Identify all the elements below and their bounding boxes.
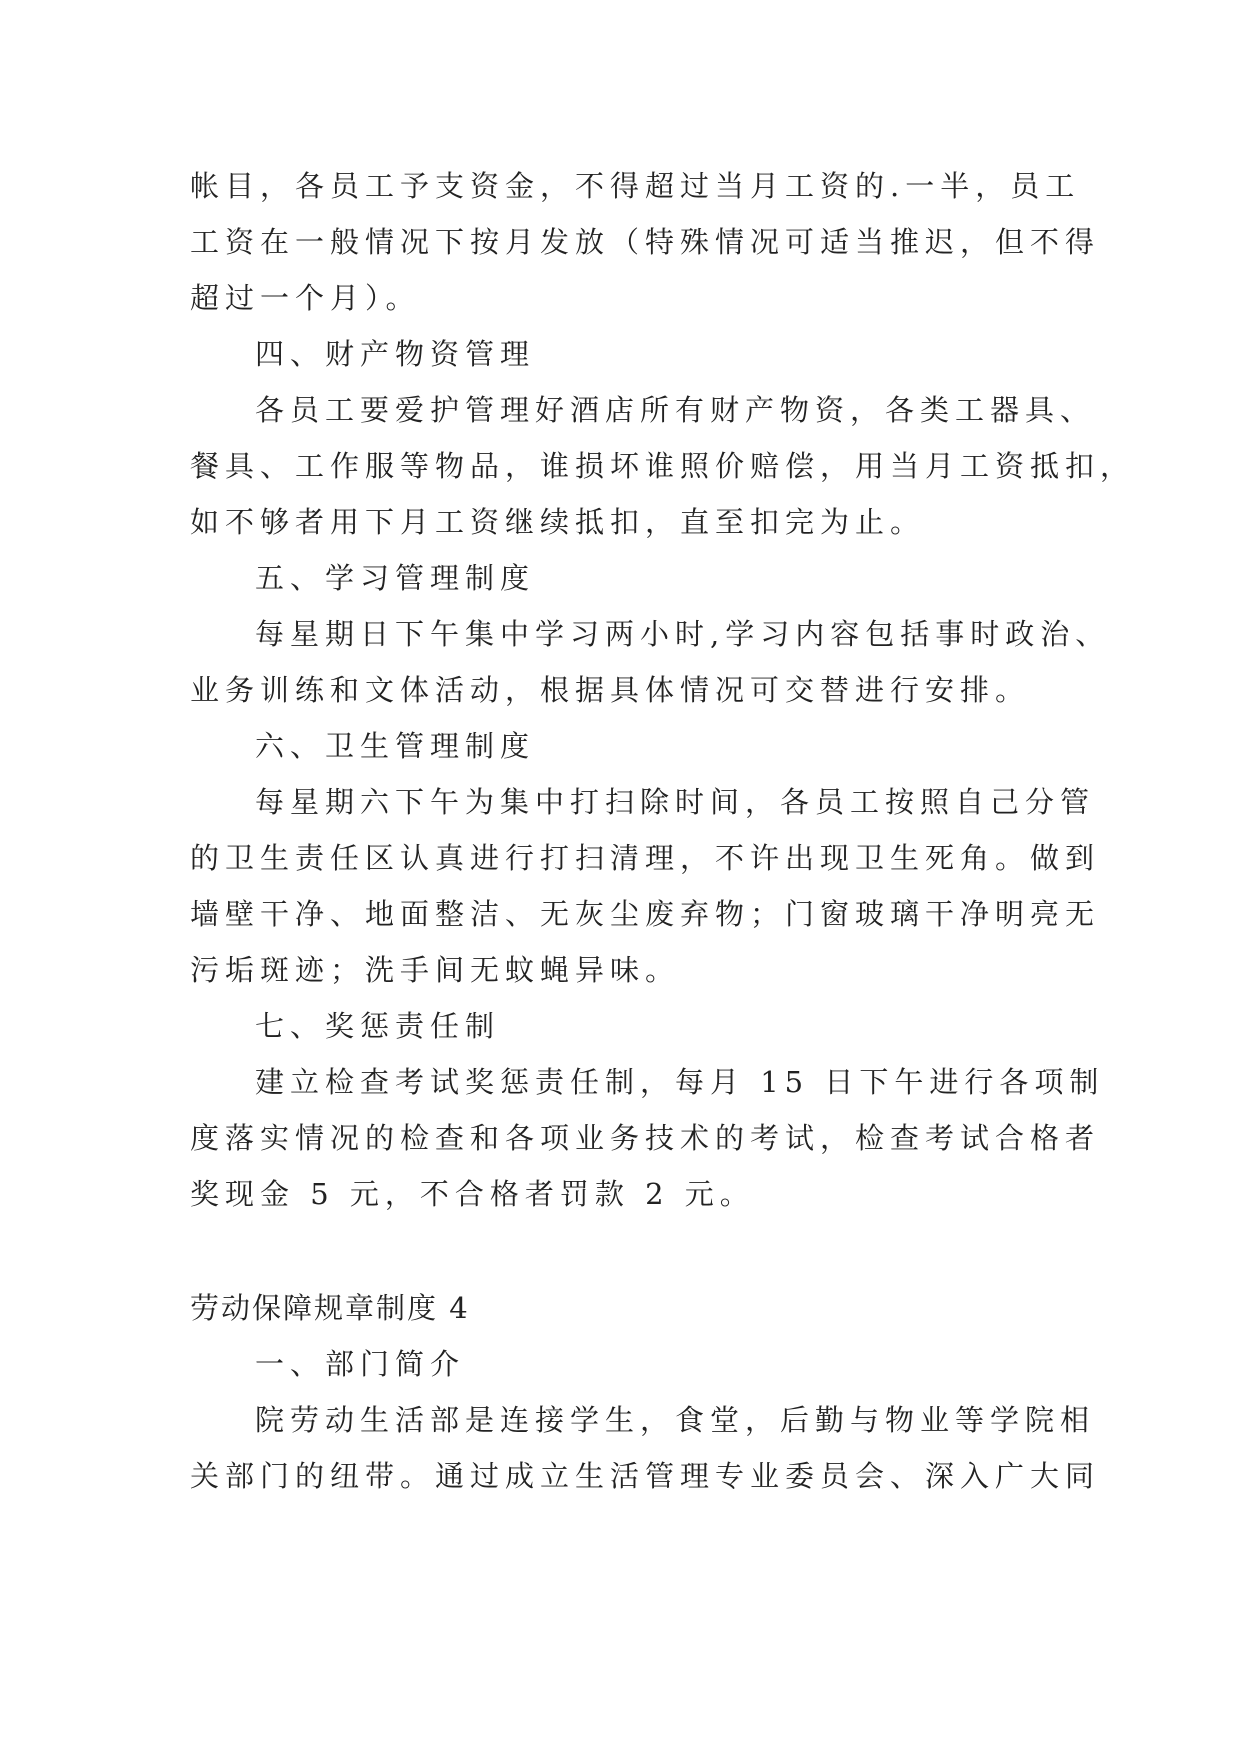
body-text-line: 建立检查考试奖惩责任制，每月 15 日下午进行各项制 bbox=[255, 1065, 1105, 1099]
body-text-line: 餐具、工作服等物品，谁损坏谁照价赔偿，用当月工资抵扣， bbox=[190, 449, 1136, 483]
body-text-line: 每星期六下午为集中打扫除时间，各员工按照自己分管 bbox=[255, 785, 1096, 819]
body-text-line: 关部门的纽带。通过成立生活管理专业委员会、深入广大同 bbox=[190, 1459, 1101, 1493]
document-title: 劳动保障规章制度 4 bbox=[190, 1291, 470, 1325]
body-text-line: 如不够者用下月工资继续抵扣，直至扣完为止。 bbox=[190, 505, 926, 539]
section-heading: 一、部门简介 bbox=[255, 1347, 466, 1381]
body-text-line: 超过一个月）。 bbox=[190, 281, 421, 315]
body-text-line: 帐目，各员工予支资金，不得超过当月工资的.一半，员工 bbox=[190, 169, 1081, 203]
body-text-line: 的卫生责任区认真进行打扫清理，不许出现卫生死角。做到 bbox=[190, 841, 1101, 875]
section-heading: 七、奖惩责任制 bbox=[255, 1009, 501, 1043]
body-text-line: 每星期日下午集中学习两小时,学习内容包括事时政治、 bbox=[255, 617, 1111, 651]
body-text-line: 污垢斑迹；洗手间无蚊蝇异味。 bbox=[190, 953, 681, 987]
body-text-line: 奖现金 5 元，不合格者罚款 2 元。 bbox=[190, 1177, 755, 1211]
body-text-line: 各员工要爱护管理好酒店所有财产物资，各类工器具、 bbox=[255, 393, 1096, 427]
section-heading: 六、卫生管理制度 bbox=[255, 729, 536, 763]
body-text-line: 度落实情况的检查和各项业务技术的考试，检查考试合格者 bbox=[190, 1121, 1101, 1155]
section-heading: 四、财产物资管理 bbox=[255, 337, 536, 371]
section-heading: 五、学习管理制度 bbox=[255, 561, 536, 595]
body-text-line: 业务训练和文体活动，根据具体情况可交替进行安排。 bbox=[190, 673, 1031, 707]
body-text-line: 工资在一般情况下按月发放（特殊情况可适当推迟，但不得 bbox=[190, 225, 1101, 259]
body-text-line: 院劳动生活部是连接学生，食堂，后勤与物业等学院相 bbox=[255, 1403, 1096, 1437]
body-text-line: 墙壁干净、地面整洁、无灰尘废弃物；门窗玻璃干净明亮无 bbox=[190, 897, 1101, 931]
